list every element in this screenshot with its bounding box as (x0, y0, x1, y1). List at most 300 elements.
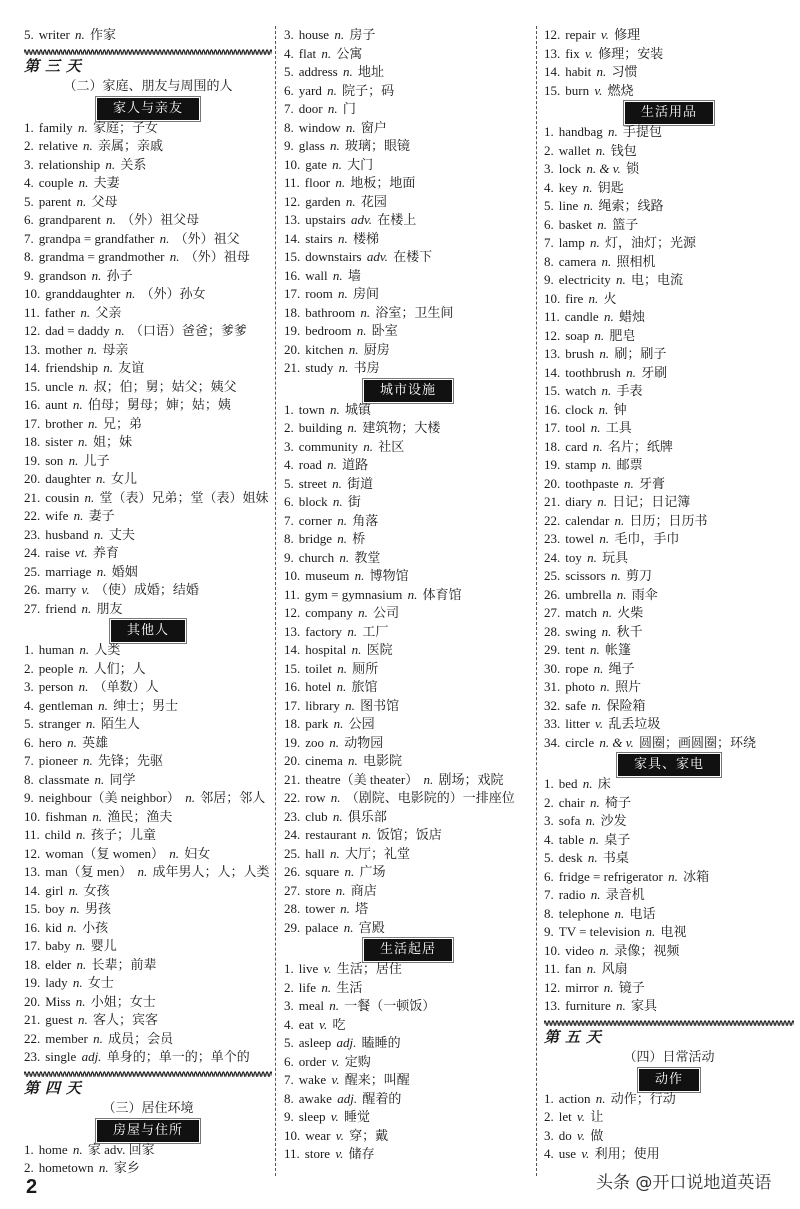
entry-number: 4. (24, 175, 34, 190)
entry-number: 25. (544, 568, 561, 583)
entry-word: relative (38, 138, 78, 153)
entry-word: home (38, 1141, 68, 1157)
entry-meaning: 剪刀 (625, 568, 652, 583)
entry-part-of-speech: n. (332, 808, 343, 824)
entry-meaning: 电；电流 (630, 272, 683, 287)
entry-word: writer (38, 27, 70, 42)
entry-part-of-speech: adv. (350, 212, 373, 227)
entry-part-of-speech: n. (98, 697, 108, 713)
entry-number: 11. (284, 175, 300, 190)
entry-part-of-speech: n. (73, 508, 84, 523)
section-heading-label: 家人与亲友 (97, 98, 199, 120)
entry-meaning: 道路 (342, 457, 369, 472)
entry-meaning: 家乡 (113, 1160, 140, 1175)
entry-meaning: 刷；刷子 (614, 346, 667, 361)
entry-number: 3. (284, 438, 294, 454)
section-heading (544, 752, 794, 775)
entry-meaning: 工厂 (362, 623, 389, 639)
entry-part-of-speech: n. (594, 327, 605, 343)
vocab-entry (284, 230, 532, 249)
entry-meaning: 钥匙 (597, 179, 624, 195)
entry-part-of-speech: n. (586, 961, 597, 976)
entry-part-of-speech: n. (77, 1012, 88, 1027)
entry-word: calendar (565, 512, 610, 528)
entry-meaning: 俱乐部 (347, 808, 387, 824)
entry-part-of-speech: n. (105, 156, 116, 172)
vocab-entry (24, 304, 272, 323)
entry-word: neighbour（美 neighbor） (38, 790, 180, 805)
vocab-entry (284, 359, 532, 378)
entry-meaning: 作家 (90, 27, 117, 42)
entry-number: 18. (284, 304, 301, 320)
entry-word: wake (298, 1072, 327, 1087)
entry-word: grandpa = grandfather (38, 230, 155, 246)
entry-meaning: 楼梯 (352, 230, 379, 246)
entry-number: 17. (24, 938, 41, 953)
entry-number: 3. (544, 813, 554, 828)
entry-meaning: 剧场；戏院 (438, 771, 504, 787)
vocab-entry (284, 341, 532, 360)
entry-part-of-speech: n. (591, 697, 602, 713)
entry-meaning: 圆圈；画圆圈；环绕 (639, 734, 757, 750)
entry-meaning: 录音机 (605, 887, 645, 902)
entry-number: 10. (284, 1127, 301, 1143)
vocab-entry (284, 137, 532, 156)
entry-part-of-speech: n. (75, 938, 86, 953)
entry-number: 15. (24, 378, 41, 394)
entry-word: street (298, 475, 327, 491)
entry-word: museum (305, 568, 350, 583)
entry-number: 19. (284, 734, 301, 750)
entry-number: 9. (24, 790, 34, 805)
entry-meaning: 电视 (660, 924, 687, 939)
entry-meaning: 图书馆 (360, 697, 400, 713)
entry-word: gate (305, 156, 327, 172)
entry-part-of-speech: n. (338, 360, 349, 375)
entry-word: rope (565, 660, 589, 676)
vocab-entry (284, 248, 532, 267)
topic-subtitle: （三）居住环境 (102, 1100, 194, 1116)
entry-word: store (304, 1146, 331, 1161)
entry-part-of-speech: n. (92, 808, 103, 824)
vocab-entry (24, 230, 272, 249)
entry-word: clock (565, 401, 594, 417)
entry-meaning: 沙发 (600, 813, 627, 828)
vocab-entry (24, 470, 272, 489)
entry-word: kitchen (305, 341, 344, 357)
entry-word: toothpaste (565, 475, 619, 491)
entry-number: 5. (284, 64, 294, 79)
entry-meaning: 同学 (109, 771, 136, 787)
entry-word: downstairs (305, 249, 362, 264)
entry-meaning: 绳子 (608, 660, 635, 676)
entry-meaning: 父母 (91, 193, 118, 209)
entry-word: brush (565, 346, 595, 361)
entry-meaning: （外）祖父母 (121, 212, 200, 227)
entry-part-of-speech: n. (93, 1030, 103, 1046)
entry-meaning: 男孩 (85, 901, 112, 916)
entry-part-of-speech: n. (332, 267, 343, 283)
entry-part-of-speech: n. (601, 383, 612, 398)
entry-part-of-speech: n. (587, 549, 597, 565)
vocab-entry (284, 1108, 532, 1127)
vocab-entry (24, 119, 272, 138)
entry-number: 15. (544, 82, 561, 98)
entry-part-of-speech: n. (327, 457, 337, 472)
entry-meaning: 睡觉 (344, 1109, 371, 1124)
entry-word: awake (298, 1090, 332, 1106)
entry-meaning: 绳索；线路 (598, 198, 664, 213)
entry-number: 4. (284, 457, 294, 472)
entry-word: bedroom (305, 323, 352, 338)
vocab-entry (284, 960, 532, 979)
entry-part-of-speech: n. (80, 304, 91, 320)
vocab-entry (24, 771, 272, 790)
entry-part-of-speech: n. (327, 82, 337, 98)
entry-meaning: 毛巾，手巾 (614, 531, 680, 546)
entry-word: burn (565, 82, 590, 98)
entry-part-of-speech: n. (582, 179, 593, 195)
vocab-entry (544, 715, 794, 734)
entry-meaning: 椅子 (604, 794, 631, 810)
entry-word: building (298, 420, 343, 435)
entry-meaning: 女孩 (83, 882, 110, 898)
entry-number: 1. (24, 119, 34, 135)
entry-part-of-speech: n. (84, 489, 95, 505)
entry-meaning: 镜子 (618, 979, 645, 995)
entry-part-of-speech: v. (577, 1109, 586, 1124)
vocab-entry (24, 193, 272, 212)
entry-meaning: 修理 (614, 27, 641, 42)
entry-number: 9. (284, 1109, 294, 1124)
entry-word: TV = television (558, 924, 641, 939)
entry-meaning: 电话 (629, 905, 656, 921)
entry-part-of-speech: n. (598, 401, 609, 417)
entry-part-of-speech: n. (590, 235, 600, 250)
entry-number: 17. (24, 415, 41, 431)
vocab-entry (544, 63, 794, 82)
vocab-entry (284, 734, 532, 753)
entry-meaning: 定购 (344, 1053, 371, 1069)
entry-word: chair (558, 794, 585, 810)
entry-meaning: （外）孙女 (140, 286, 206, 301)
entry-number: 2. (544, 1109, 554, 1124)
section-heading (24, 1118, 272, 1141)
entry-part-of-speech: n. (137, 864, 148, 879)
entry-word: table (558, 831, 585, 847)
entry-part-of-speech: n. (351, 642, 362, 657)
vocab-entry (284, 826, 532, 845)
vocab-entry (544, 271, 794, 290)
entry-word: floor (304, 175, 331, 190)
entry-meaning: 体育馆 (422, 586, 462, 602)
entry-word: baby (45, 938, 71, 953)
entry-word: granddaughter (45, 286, 121, 301)
entry-part-of-speech: n. (68, 452, 79, 468)
entry-word: litter (565, 716, 590, 731)
entry-word: lamp (558, 235, 585, 250)
entry-part-of-speech: n. (343, 919, 354, 935)
entry-number: 4. (544, 1146, 554, 1161)
entry-part-of-speech: n. (363, 438, 373, 454)
vocab-entry (24, 563, 272, 582)
entry-number: 14. (284, 642, 301, 657)
entry-meaning: （口语）爸爸；爹爹 (129, 323, 247, 338)
entry-part-of-speech: n. (125, 286, 136, 301)
entry-word: card (565, 438, 588, 454)
entry-meaning: 角落 (352, 512, 379, 528)
entry-part-of-speech: n. (588, 290, 599, 306)
entry-number: 21. (284, 771, 301, 787)
entry-part-of-speech: n. (333, 716, 344, 731)
entry-number: 6. (284, 1053, 294, 1069)
vocab-entry (284, 322, 532, 341)
entry-number: 3. (24, 679, 34, 694)
entry-meaning: 钟 (613, 401, 627, 417)
vocab-entry (544, 160, 794, 179)
entry-number: 27. (24, 600, 41, 616)
vocab-entry (284, 549, 532, 568)
entry-word: parent (38, 193, 72, 209)
entry-word: church (298, 549, 335, 565)
entry-word: marriage (45, 563, 92, 579)
entry-meaning: 锁 (626, 161, 640, 176)
vocab-entry (24, 581, 272, 600)
entry-number: 8. (284, 531, 294, 546)
entry-part-of-speech: n. (329, 734, 340, 750)
entry-word: wall (305, 267, 328, 283)
entry-meaning: 院子；码 (342, 82, 395, 98)
vocab-entry (284, 401, 532, 420)
entry-word: mother (45, 341, 83, 357)
entry-meaning: 姐；妹 (92, 434, 132, 449)
entry-number: 8. (24, 771, 34, 787)
entry-word: telephone (558, 905, 610, 921)
entry-meaning: 保险箱 (606, 697, 646, 713)
vocab-entry (284, 119, 532, 138)
entry-meaning: 厕所 (352, 660, 379, 676)
topic-subtitle: （四）日常活动 (623, 1049, 715, 1065)
entry-word: camera (558, 253, 597, 269)
entry-word: gym = gymnasium (304, 586, 403, 602)
entry-word: grandparent (38, 212, 101, 227)
entry-meaning: 人们；人 (93, 660, 146, 676)
entry-word: daughter (45, 471, 91, 486)
entry-number: 16. (544, 401, 561, 417)
entry-part-of-speech: n. (615, 998, 626, 1013)
entry-word: friendship (45, 360, 98, 375)
vocab-entry (544, 923, 794, 942)
vocab-entry (544, 308, 794, 327)
entry-meaning: 宫殿 (358, 919, 385, 935)
entry-word: towel (565, 531, 595, 546)
entry-part-of-speech: n. (358, 605, 368, 620)
entry-number: 8. (544, 253, 554, 269)
entry-part-of-speech: n. (329, 998, 340, 1013)
entry-meaning: 手表 (616, 383, 643, 398)
vocab-entry (284, 1071, 532, 1090)
vocab-entry (24, 137, 272, 156)
entry-word: lock (558, 161, 582, 176)
entry-number: 28. (544, 623, 561, 639)
vocab-entry (284, 1016, 532, 1035)
section-heading-label: 房屋与住所 (97, 1120, 199, 1142)
entry-meaning: 成员；会员 (108, 1030, 174, 1046)
vocab-entry (544, 960, 794, 979)
entry-word: video (565, 942, 595, 958)
entry-meaning: 花园 (360, 193, 387, 209)
entry-number: 31. (544, 679, 561, 694)
entry-meaning: 养育 (92, 545, 119, 560)
entry-number: 12. (24, 323, 41, 338)
entry-word: girl (45, 882, 64, 898)
entry-word: friend (45, 600, 77, 616)
entry-part-of-speech: n. (330, 845, 340, 861)
entry-part-of-speech: n. (348, 341, 359, 357)
entry-meaning: 广场 (359, 864, 386, 879)
entry-word: club (305, 808, 328, 824)
entry-number: 22. (544, 512, 561, 528)
entry-number: 16. (24, 919, 41, 935)
entry-meaning: 牙刷 (641, 364, 668, 380)
vocab-entry (24, 1141, 272, 1160)
entry-word: fire (565, 290, 584, 306)
vocab-entry (284, 919, 532, 938)
entry-part-of-speech: n. (339, 549, 350, 565)
entry-meaning: （单数）人 (93, 679, 159, 694)
entry-meaning: 手提包 (623, 124, 663, 139)
entry-part-of-speech: n. (76, 193, 87, 209)
entry-number: 13. (24, 341, 41, 357)
vocab-entry (544, 234, 794, 253)
entry-meaning: 大厅；礼堂 (345, 845, 411, 861)
entry-part-of-speech: v. (319, 1016, 328, 1032)
entry-number: 8. (24, 249, 34, 264)
entry-word: radio (558, 887, 586, 902)
vocab-entry (544, 697, 794, 716)
entry-part-of-speech: v. (594, 82, 603, 98)
entry-meaning: 绅士；男士 (113, 697, 179, 713)
entry-word: theatre（美 theater） (305, 771, 419, 787)
entry-part-of-speech: v. (600, 27, 609, 42)
entry-word: corner (298, 512, 332, 528)
vocab-entry (24, 826, 272, 845)
entry-number: 12. (544, 327, 561, 343)
entry-part-of-speech: adj. (336, 1035, 357, 1050)
vocab-entry (544, 868, 794, 887)
entry-part-of-speech: n. (616, 586, 627, 602)
wavy-divider (24, 1067, 272, 1079)
entry-meaning: 家庭；子女 (92, 119, 158, 135)
entry-word: do (558, 1127, 572, 1143)
entry-part-of-speech: n. (88, 415, 98, 431)
vocab-entry (24, 900, 272, 919)
entry-word: toy (565, 549, 582, 565)
wavy-divider (544, 1016, 794, 1028)
entry-meaning: 秋千 (616, 623, 643, 639)
entry-meaning: 塔 (355, 901, 369, 916)
entry-number: 15. (284, 249, 301, 264)
entry-number: 7. (24, 753, 34, 768)
entry-meaning: 女士 (87, 975, 114, 990)
entry-meaning: 英雄 (82, 734, 109, 750)
entry-part-of-speech: n. (601, 253, 612, 269)
entry-word: use (558, 1146, 577, 1161)
entry-number: 12. (544, 27, 561, 42)
entry-part-of-speech: n. (597, 494, 607, 509)
entry-word: hotel (305, 679, 332, 694)
entry-number: 21. (544, 494, 561, 509)
entry-word: company (305, 605, 353, 620)
entry-number: 14. (544, 64, 561, 79)
entry-number: 14. (284, 230, 301, 246)
entry-number: 7. (284, 1072, 294, 1087)
entry-meaning: 在楼上 (377, 212, 417, 227)
entry-meaning: 牙膏 (638, 475, 665, 491)
vocab-entry (544, 849, 794, 868)
entry-word: son (45, 452, 64, 468)
section-heading (544, 100, 794, 123)
entry-part-of-speech: n. (87, 341, 98, 357)
column-3 (544, 26, 794, 1164)
entry-word: house (298, 27, 330, 42)
entry-meaning: 家具 (630, 998, 657, 1013)
entry-word: grandma = grandmother (38, 249, 165, 264)
entry-word: factory (305, 623, 343, 639)
entry-part-of-speech: n. (601, 457, 612, 472)
vocab-entry (284, 267, 532, 286)
entry-part-of-speech: n. (614, 905, 625, 921)
vocab-entry (284, 586, 532, 605)
vocab-entry (284, 845, 532, 864)
vocab-entry (284, 900, 532, 919)
entry-word: Miss (45, 993, 71, 1009)
entry-part-of-speech: n. (603, 979, 614, 995)
vocab-entry (284, 82, 532, 101)
entry-number: 17. (284, 286, 301, 301)
entry-number: 2. (24, 660, 34, 676)
entry-number: 9. (544, 272, 554, 287)
entry-word: safe (565, 697, 587, 713)
entry-word: live (298, 961, 319, 976)
entry-number: 7. (284, 512, 294, 528)
vocab-entry (24, 396, 272, 415)
entry-meaning: 钱包 (610, 142, 637, 158)
entry-part-of-speech: n. (337, 230, 348, 246)
entry-meaning: 小姐；女士 (90, 993, 156, 1009)
entry-number: 24. (24, 545, 41, 560)
entry-meaning: 关系 (120, 156, 147, 172)
vocab-entry (24, 789, 272, 808)
entry-word: basket (558, 216, 592, 232)
column-2 (284, 26, 532, 1164)
entry-word: habit (565, 64, 592, 79)
entry-number: 5. (24, 716, 34, 731)
entry-part-of-speech: v. (331, 1072, 340, 1087)
vocab-entry (24, 248, 272, 267)
entry-word: door (298, 101, 323, 116)
entry-meaning: 厨房 (363, 341, 390, 357)
entry-word: boy (45, 901, 65, 916)
vocab-entry (284, 156, 532, 175)
entry-meaning: 婴儿 (90, 938, 117, 953)
entry-number: 3. (544, 161, 554, 176)
column-divider (275, 26, 276, 1176)
vocab-entry (24, 937, 272, 956)
entry-part-of-speech: n. (159, 230, 170, 246)
vocab-entry (24, 26, 272, 45)
vocab-entry (284, 623, 532, 642)
